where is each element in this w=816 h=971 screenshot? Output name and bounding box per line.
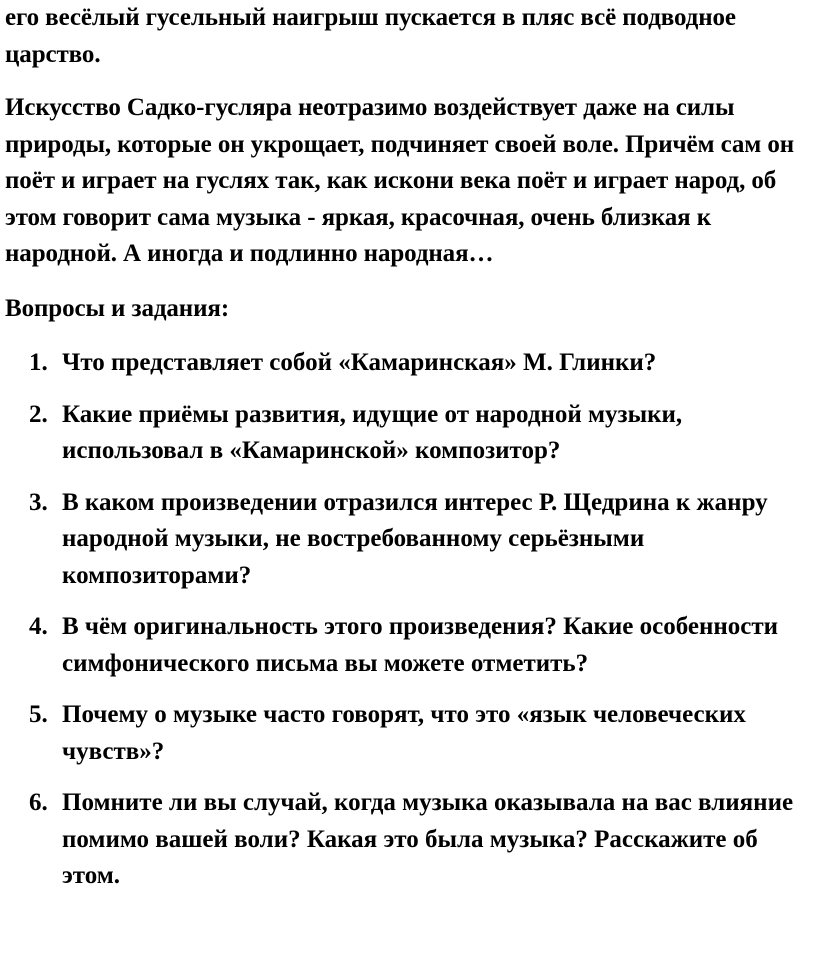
question-text: Что представляет собой «Камаринская» М. Глинки? (62, 349, 657, 376)
question-text: Почему о музыке часто говорят, что это «язык человеческих чувств»? (62, 701, 746, 765)
question-text: Какие приёмы развития, идущие от народной музыки, использовал в «Камаринской» композитор? (62, 400, 683, 464)
question-text: Помните ли вы случай, когда музыка оказывала на вас влияние помимо вашей воли? Какая это была музыка? Расскажите об этом. (62, 789, 794, 889)
question-item (5, 485, 813, 595)
question-number: 2. (29, 400, 48, 428)
question-text: В каком произведении отразился интерес Р. Щедрина к жанру народной музыки, не востребованному серьёзными композиторами? (62, 488, 768, 589)
question-number: 1. (29, 349, 48, 376)
question-number: 4. (29, 613, 48, 640)
question-item (5, 697, 813, 770)
paragraph-sadko: Искусство Садко-гусляра неотразимо воздействует даже на силы природы, которые он укрощает, подчиняет своей воле. Причём сам он поёт и играет на гуслях так, как искони века поёт и играет народ, об этом говорит сама музыка - яркая, красочная, очень близкая к народной. А иногда и подлинно народная… (5, 94, 795, 267)
question-number: 6. (29, 789, 48, 816)
question-number: 3. (29, 488, 48, 516)
questions-heading: Вопросы и задания: (5, 294, 230, 322)
question-item (5, 345, 813, 382)
question-item (5, 785, 813, 895)
question-number: 5. (29, 701, 48, 728)
document-page (5, 0, 813, 910)
paragraph-intro-end: его весёлый гусельный наигрыш пускается в пляс всё подводное царство. (5, 4, 736, 68)
question-item (5, 397, 813, 470)
question-item (5, 609, 813, 682)
question-text: В чём оригинальность этого произведения? Какие особенности симфонического письма вы можете отметить? (62, 613, 779, 677)
questions-list (5, 345, 813, 895)
